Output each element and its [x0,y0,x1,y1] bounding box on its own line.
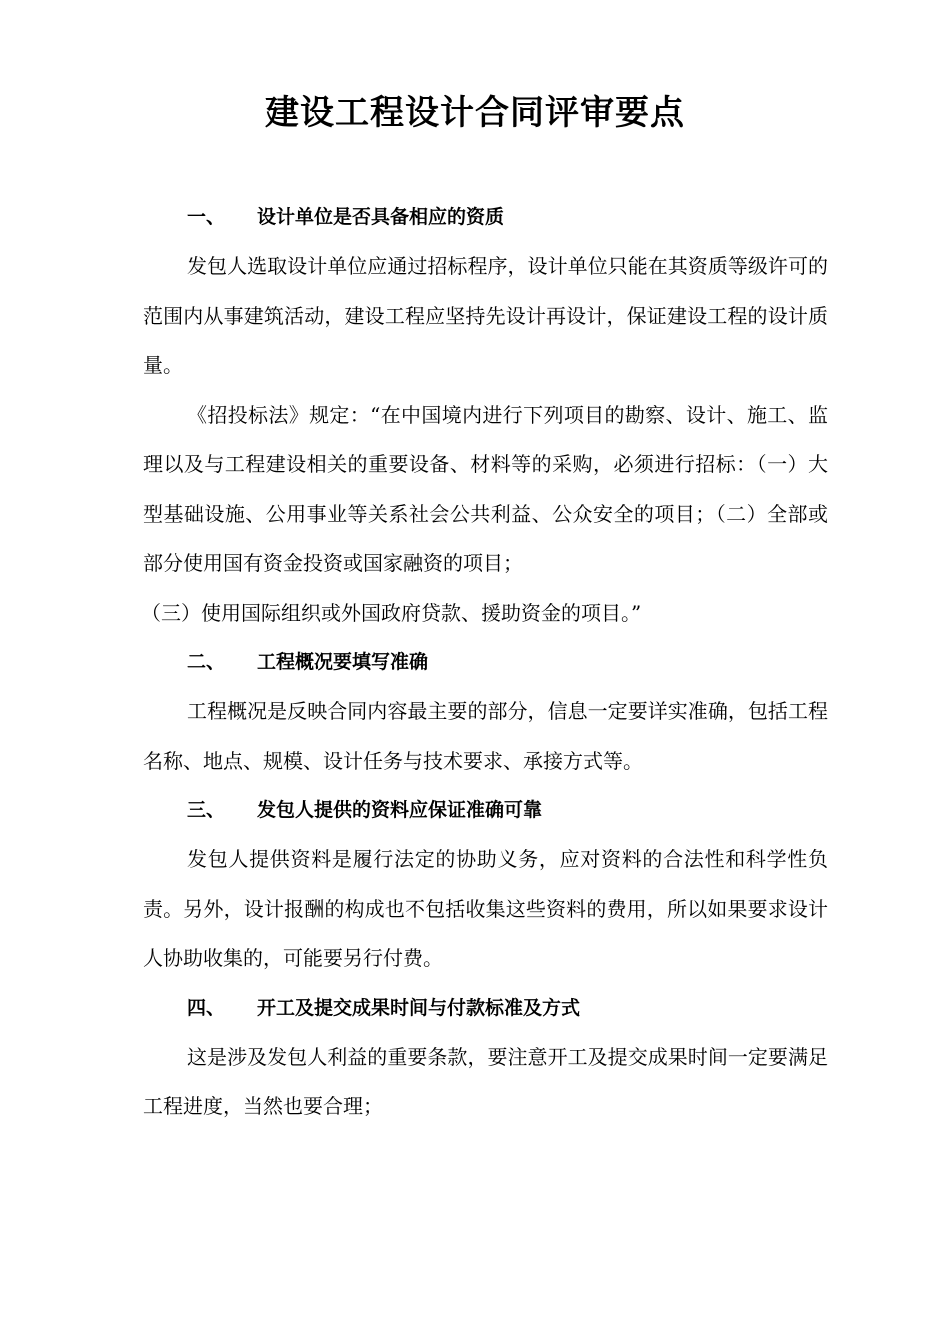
paragraph: 《招投标法》规定：“在中国境内进行下列项目的勘察、设计、施工、监理以及与工程建设相关的重要设备、材料等的采购，必须进行招标：（一）大型基础设施、公用事业等关系社会公共利益、公众安全的项目；（二）全部或部分使用国有资金投资或国家融资的项目； [143,402,828,575]
section-number: 一、 [187,206,226,228]
section-number: 三、 [187,799,226,821]
section-heading-text: 发包人提供的资料应保证准确可靠 [257,799,543,821]
paragraph: 这是涉及发包人利益的重要条款，要注意开工及提交成果时间一定要满足工程进度，当然也要合理； [143,1044,828,1118]
section-heading-2 [143,638,828,687]
section-heading-text: 工程概况要填写准确 [257,651,429,673]
paragraph: 发包人提供资料是履行法定的协助义务，应对资料的合法性和科学性负责。另外，设计报酬的构成也不包括收集这些资料的费用，所以如果要求设计人协助收集的，可能要另行付费。 [143,847,828,970]
section-heading-text: 设计单位是否具备相应的资质 [257,206,505,228]
paragraph: 工程概况是反映合同内容最主要的部分，信息一定要详实准确，包括工程名称、地点、规模、设计任务与技术要求、承接方式等。 [143,699,828,773]
document-body [143,193,828,1132]
paragraph: 发包人选取设计单位应通过招标程序，设计单位只能在其资质等级许可的范围内从事建筑活动，建设工程应坚持先设计再设计，保证建设工程的设计质量。 [143,254,828,377]
paragraph-continuation: （三）使用国际组织或外国政府贷款、援助资金的项目。” [141,600,642,625]
section-number: 四、 [187,996,226,1019]
section-heading-text: 开工及提交成果时间与付款标准及方式 [257,996,581,1019]
section-number: 二、 [187,651,226,673]
document-title: 建设工程设计合同评审要点 [265,93,685,133]
section-heading-4 [143,984,828,1033]
section-heading-3 [143,786,828,835]
section-heading-1 [143,193,828,242]
